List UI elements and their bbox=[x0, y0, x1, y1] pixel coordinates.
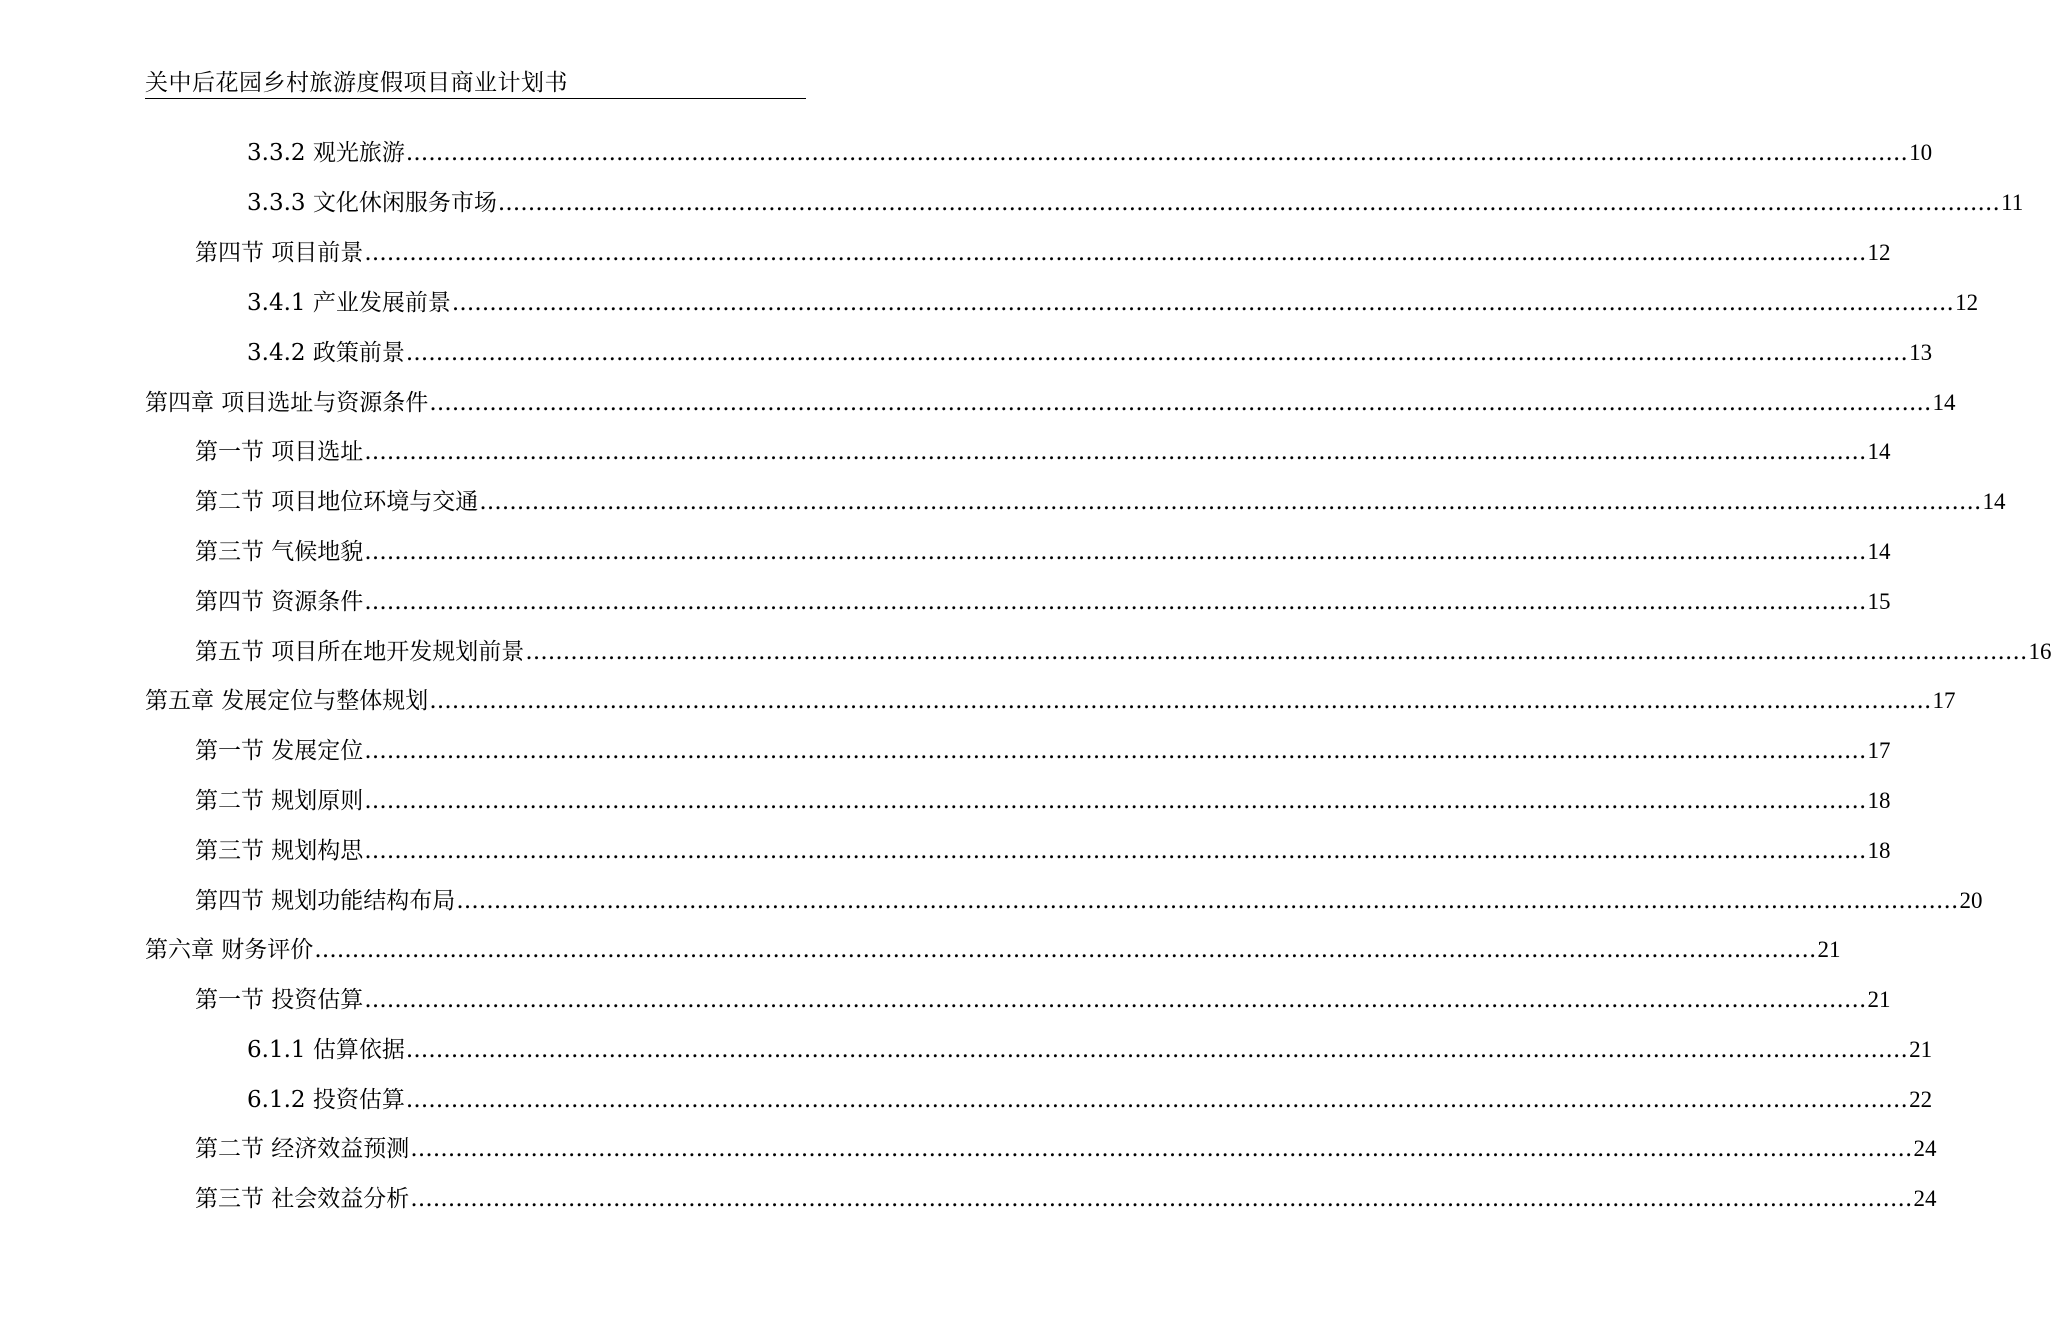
toc-entry[interactable] bbox=[247, 185, 2024, 217]
toc-dot-leader: ........................................................................................................................................................................................................ bbox=[525, 639, 2028, 665]
toc-entry[interactable] bbox=[195, 584, 1891, 616]
document-title: 关中后花园乡村旅游度假项目商业计划书 bbox=[145, 70, 568, 96]
toc-page-number: 12 bbox=[1867, 240, 1891, 265]
toc-dot-leader: ........................................................................................................................................................................................................ bbox=[405, 1087, 1909, 1113]
toc-entry-title: 第二节 规划原则 bbox=[195, 788, 364, 814]
toc-entry[interactable] bbox=[195, 883, 1983, 915]
toc-entry[interactable] bbox=[247, 135, 1933, 167]
toc-entry-title: 第三节 气候地貌 bbox=[195, 539, 364, 565]
toc-entry[interactable] bbox=[195, 534, 1891, 566]
toc-entry-title: 第四节 规划功能结构布局 bbox=[195, 888, 456, 914]
toc-page-number: 17 bbox=[1867, 738, 1891, 763]
toc-dot-leader: ........................................................................................................................................................................................................ bbox=[364, 738, 1867, 764]
toc-entry-title: 第三节 社会效益分析 bbox=[195, 1186, 410, 1212]
toc-entry-title: 3.3.3 文化休闲服务市场 bbox=[247, 190, 497, 216]
toc-dot-leader: ........................................................................................................................................................................................................ bbox=[479, 489, 1982, 515]
toc-entry[interactable] bbox=[145, 683, 1956, 715]
toc-page-number: 21 bbox=[1909, 1037, 1933, 1062]
toc-page-number: 21 bbox=[1817, 937, 1841, 962]
toc-entry-title: 第四节 资源条件 bbox=[195, 589, 364, 615]
toc-dot-leader: ........................................................................................................................................................................................................ bbox=[364, 838, 1867, 864]
toc-page-number: 16 bbox=[2028, 639, 2052, 664]
toc-dot-leader: ........................................................................................................................................................................................................ bbox=[314, 937, 1817, 963]
toc-dot-leader: ........................................................................................................................................................................................................ bbox=[497, 190, 2001, 216]
toc-page-number: 24 bbox=[1913, 1136, 1937, 1161]
toc-entry-title: 3.4.2 政策前景 bbox=[247, 340, 405, 366]
toc-entry[interactable] bbox=[195, 982, 1891, 1014]
toc-dot-leader: ........................................................................................................................................................................................................ bbox=[451, 290, 1955, 316]
toc-page-number: 17 bbox=[1932, 688, 1956, 713]
toc-dot-leader: ........................................................................................................................................................................................................ bbox=[364, 539, 1867, 565]
toc-dot-leader: ........................................................................................................................................................................................................ bbox=[364, 439, 1867, 465]
toc-dot-leader: ........................................................................................................................................................................................................ bbox=[364, 788, 1867, 814]
toc-entry-title: 6.1.1 估算依据 bbox=[247, 1037, 405, 1063]
toc-page-number: 14 bbox=[1867, 439, 1891, 464]
page-header bbox=[145, 68, 806, 99]
toc-entry[interactable] bbox=[145, 932, 1841, 964]
toc-page-number: 22 bbox=[1909, 1087, 1933, 1112]
toc-entry[interactable] bbox=[145, 385, 1956, 417]
toc-page-number: 14 bbox=[1932, 390, 1956, 415]
toc-dot-leader: ........................................................................................................................................................................................................ bbox=[364, 589, 1867, 615]
toc-page-number: 14 bbox=[1982, 489, 2006, 514]
toc-entry-title: 第一节 项目选址 bbox=[195, 439, 364, 465]
toc-page-number: 14 bbox=[1867, 539, 1891, 564]
toc-dot-leader: ........................................................................................................................................................................................................ bbox=[405, 340, 1909, 366]
toc-entry-title: 第六章 财务评价 bbox=[145, 937, 314, 963]
toc-entry[interactable] bbox=[195, 235, 1891, 267]
toc-entry-title: 第三节 规划构思 bbox=[195, 838, 364, 864]
toc-entry-title: 第四节 项目前景 bbox=[195, 240, 364, 266]
toc-entry[interactable] bbox=[195, 783, 1891, 815]
toc-entry-title: 3.4.1 产业发展前景 bbox=[247, 290, 451, 316]
toc-entry[interactable] bbox=[247, 335, 1933, 367]
toc-entry[interactable] bbox=[247, 285, 1979, 317]
toc-entry[interactable] bbox=[195, 833, 1891, 865]
toc-entry-title: 6.1.2 投资估算 bbox=[247, 1087, 405, 1113]
toc-dot-leader: ........................................................................................................................................................................................................ bbox=[364, 240, 1867, 266]
toc-entry[interactable] bbox=[195, 733, 1891, 765]
toc-page-number: 15 bbox=[1867, 589, 1891, 614]
toc-dot-leader: ........................................................................................................................................................................................................ bbox=[429, 390, 1932, 416]
toc-dot-leader: ........................................................................................................................................................................................................ bbox=[410, 1186, 1913, 1212]
toc-page-number: 18 bbox=[1867, 838, 1891, 863]
toc-page-number: 10 bbox=[1909, 140, 1933, 165]
toc-entry[interactable] bbox=[195, 434, 1891, 466]
toc-page-number: 11 bbox=[2001, 190, 2024, 215]
toc-dot-leader: ........................................................................................................................................................................................................ bbox=[364, 987, 1867, 1013]
toc-entry-title: 第一节 投资估算 bbox=[195, 987, 364, 1013]
toc-page-number: 20 bbox=[1959, 888, 1983, 913]
toc-page-number: 24 bbox=[1913, 1186, 1937, 1211]
toc-entry-title: 3.3.2 观光旅游 bbox=[247, 140, 405, 166]
toc-page-number: 12 bbox=[1955, 290, 1979, 315]
toc-entry[interactable] bbox=[195, 1181, 1937, 1213]
toc-entry[interactable] bbox=[247, 1032, 1933, 1064]
toc-entry[interactable] bbox=[195, 1131, 1937, 1163]
toc-dot-leader: ........................................................................................................................................................................................................ bbox=[405, 140, 1909, 166]
toc-page-number: 13 bbox=[1909, 340, 1933, 365]
toc-entry[interactable] bbox=[247, 1082, 1933, 1114]
toc-dot-leader: ........................................................................................................................................................................................................ bbox=[410, 1136, 1913, 1162]
toc-entry-title: 第五节 项目所在地开发规划前景 bbox=[195, 639, 525, 665]
toc-dot-leader: ........................................................................................................................................................................................................ bbox=[429, 688, 1932, 714]
toc-entry-title: 第五章 发展定位与整体规划 bbox=[145, 688, 429, 714]
toc-entry-title: 第四章 项目选址与资源条件 bbox=[145, 390, 429, 416]
toc-dot-leader: ........................................................................................................................................................................................................ bbox=[405, 1037, 1909, 1063]
toc-entry-title: 第二节 项目地位环境与交通 bbox=[195, 489, 479, 515]
toc-entry[interactable] bbox=[195, 484, 2006, 516]
toc-page-number: 21 bbox=[1867, 987, 1891, 1012]
toc-page-number: 18 bbox=[1867, 788, 1891, 813]
toc-dot-leader: ........................................................................................................................................................................................................ bbox=[456, 888, 1959, 914]
toc-entry[interactable] bbox=[195, 634, 2052, 666]
toc-entry-title: 第二节 经济效益预测 bbox=[195, 1136, 410, 1162]
toc-entry-title: 第一节 发展定位 bbox=[195, 738, 364, 764]
